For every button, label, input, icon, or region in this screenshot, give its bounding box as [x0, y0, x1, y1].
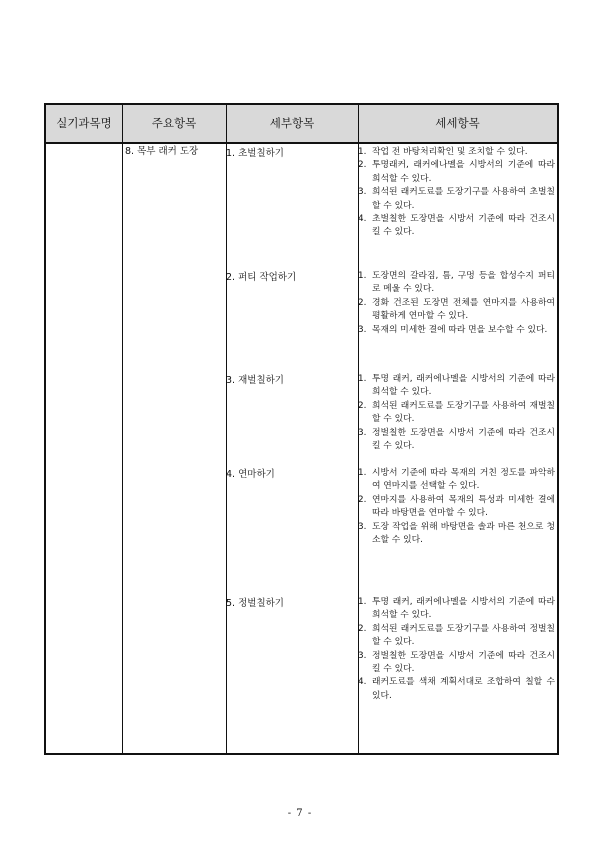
detail-list — [358, 373, 555, 453]
detail-item — [358, 159, 555, 186]
detail-item-number: 3. — [358, 521, 367, 532]
detail-item — [358, 270, 555, 297]
detail-item — [358, 213, 555, 240]
detail-item-text: 정벌칠한 도장면을 시방서 기준에 따라 건조시킬 수 있다. — [372, 650, 555, 675]
detail-item — [358, 676, 555, 703]
detail-item-number: 3. — [358, 324, 367, 335]
detail-item — [358, 427, 555, 454]
detail-item — [358, 623, 555, 650]
detail-item-text: 도장면의 갈라짐, 틈, 구멍 등을 합성수지 퍼티로 메울 수 있다. — [372, 271, 555, 295]
header-subject: 실기과목명 — [56, 116, 112, 130]
detail-list — [358, 467, 555, 547]
sub-item-title: 3. 재벌칠하기 — [226, 375, 284, 386]
sub-item-title: 4. 연마하기 — [226, 469, 275, 480]
detail-item-number: 1. — [358, 468, 367, 478]
main-item-cell: 8. 목부 래커 도장 — [125, 146, 199, 157]
detail-item-text: 희석된 래커도료를 도장기구를 사용하여 정벌칠할 수 있다. — [372, 623, 555, 648]
detail-item-number: 3. — [358, 650, 367, 661]
detail-item-number: 3. — [358, 427, 367, 438]
detail-item-text: 작업 전 바탕처리확인 및 조치할 수 있다. — [372, 147, 528, 157]
column-divider — [122, 105, 123, 753]
detail-list — [358, 596, 555, 703]
detail-item — [358, 596, 555, 623]
detail-item-number: 2. — [358, 494, 367, 505]
column-divider — [226, 105, 227, 753]
page-number: - 7 - — [287, 808, 313, 819]
detail-list — [358, 270, 555, 337]
header-main-item: 주요항목 — [151, 116, 197, 130]
detail-item-text: 시방서 기준에 따라 목재의 거친 정도를 파악하여 연마지를 선택할 수 있다. — [372, 468, 555, 492]
detail-item-number: 3. — [358, 187, 367, 198]
detail-item-number: 2. — [358, 623, 367, 634]
detail-item-number: 1. — [358, 147, 367, 157]
detail-item-text: 도장 작업을 위해 바탕면을 솔과 마른 천으로 청소할 수 있다. — [372, 521, 555, 546]
detail-item-text: 경화 건조된 도장면 전체를 연마지를 사용하여 평활하게 연마할 수 있다. — [372, 297, 555, 322]
detail-item — [358, 324, 555, 337]
detail-item-text: 연마지를 사용하여 목재의 특성과 미세한 결에 따라 바탕면을 연마할 수 있다. — [372, 494, 555, 519]
detail-item — [358, 400, 555, 427]
detail-item-number: 2. — [358, 160, 367, 171]
detail-item — [358, 650, 555, 677]
sub-item-title: 2. 퍼티 작업하기 — [226, 272, 297, 283]
detail-item — [358, 494, 555, 521]
detail-item — [358, 146, 555, 159]
detail-item-number: 1. — [358, 597, 367, 607]
detail-item — [358, 467, 555, 494]
detail-item-text: 목재의 미세한 결에 따라 면을 보수할 수 있다. — [372, 324, 548, 335]
detail-item — [358, 373, 555, 400]
header-detail-item: 세세항목 — [435, 116, 480, 130]
detail-item-text: 초벌칠한 도장면을 시방서 기준에 따라 건조시킬 수 있다. — [372, 214, 555, 238]
sub-item-title: 1. 초벌칠하기 — [226, 148, 284, 159]
detail-item — [358, 186, 555, 213]
detail-item-text: 투명 래커, 래커에나멜을 시방서의 기준에 따라 희석할 수 있다. — [372, 374, 555, 398]
detail-item-text: 희석된 래커도료를 도장기구를 사용하여 재벌칠할 수 있다. — [372, 400, 555, 425]
detail-item-text: 투명 래커, 래커에나멜을 시방서의 기준에 따라 희석할 수 있다. — [372, 597, 555, 621]
detail-item-number: 2. — [358, 400, 367, 411]
detail-item-text: 래커도료를 색채 계획서대로 조합하여 칠할 수 있다. — [372, 677, 555, 701]
detail-item-text: 정벌칠한 도장면을 시방서 기준에 따라 건조시킬 수 있다. — [372, 427, 555, 452]
detail-item-text: 투명래커, 래커에나멜을 시방서의 기준에 따라 희석할 수 있다. — [372, 160, 555, 184]
detail-item-text: 희석된 래커도료를 도장기구를 사용하여 초벌칠할 수 있다. — [372, 187, 555, 211]
standards-table — [44, 103, 559, 755]
detail-item-number: 4. — [358, 214, 367, 225]
detail-item-number: 2. — [358, 297, 367, 308]
header-sub-item: 세부항목 — [269, 116, 315, 130]
detail-item-number: 1. — [358, 374, 367, 384]
detail-item — [358, 521, 555, 548]
detail-item-number: 4. — [358, 677, 367, 688]
detail-list — [358, 146, 555, 240]
detail-item-number: 1. — [358, 271, 367, 281]
detail-item — [358, 297, 555, 324]
sub-item-title: 5. 정벌칠하기 — [226, 598, 284, 609]
